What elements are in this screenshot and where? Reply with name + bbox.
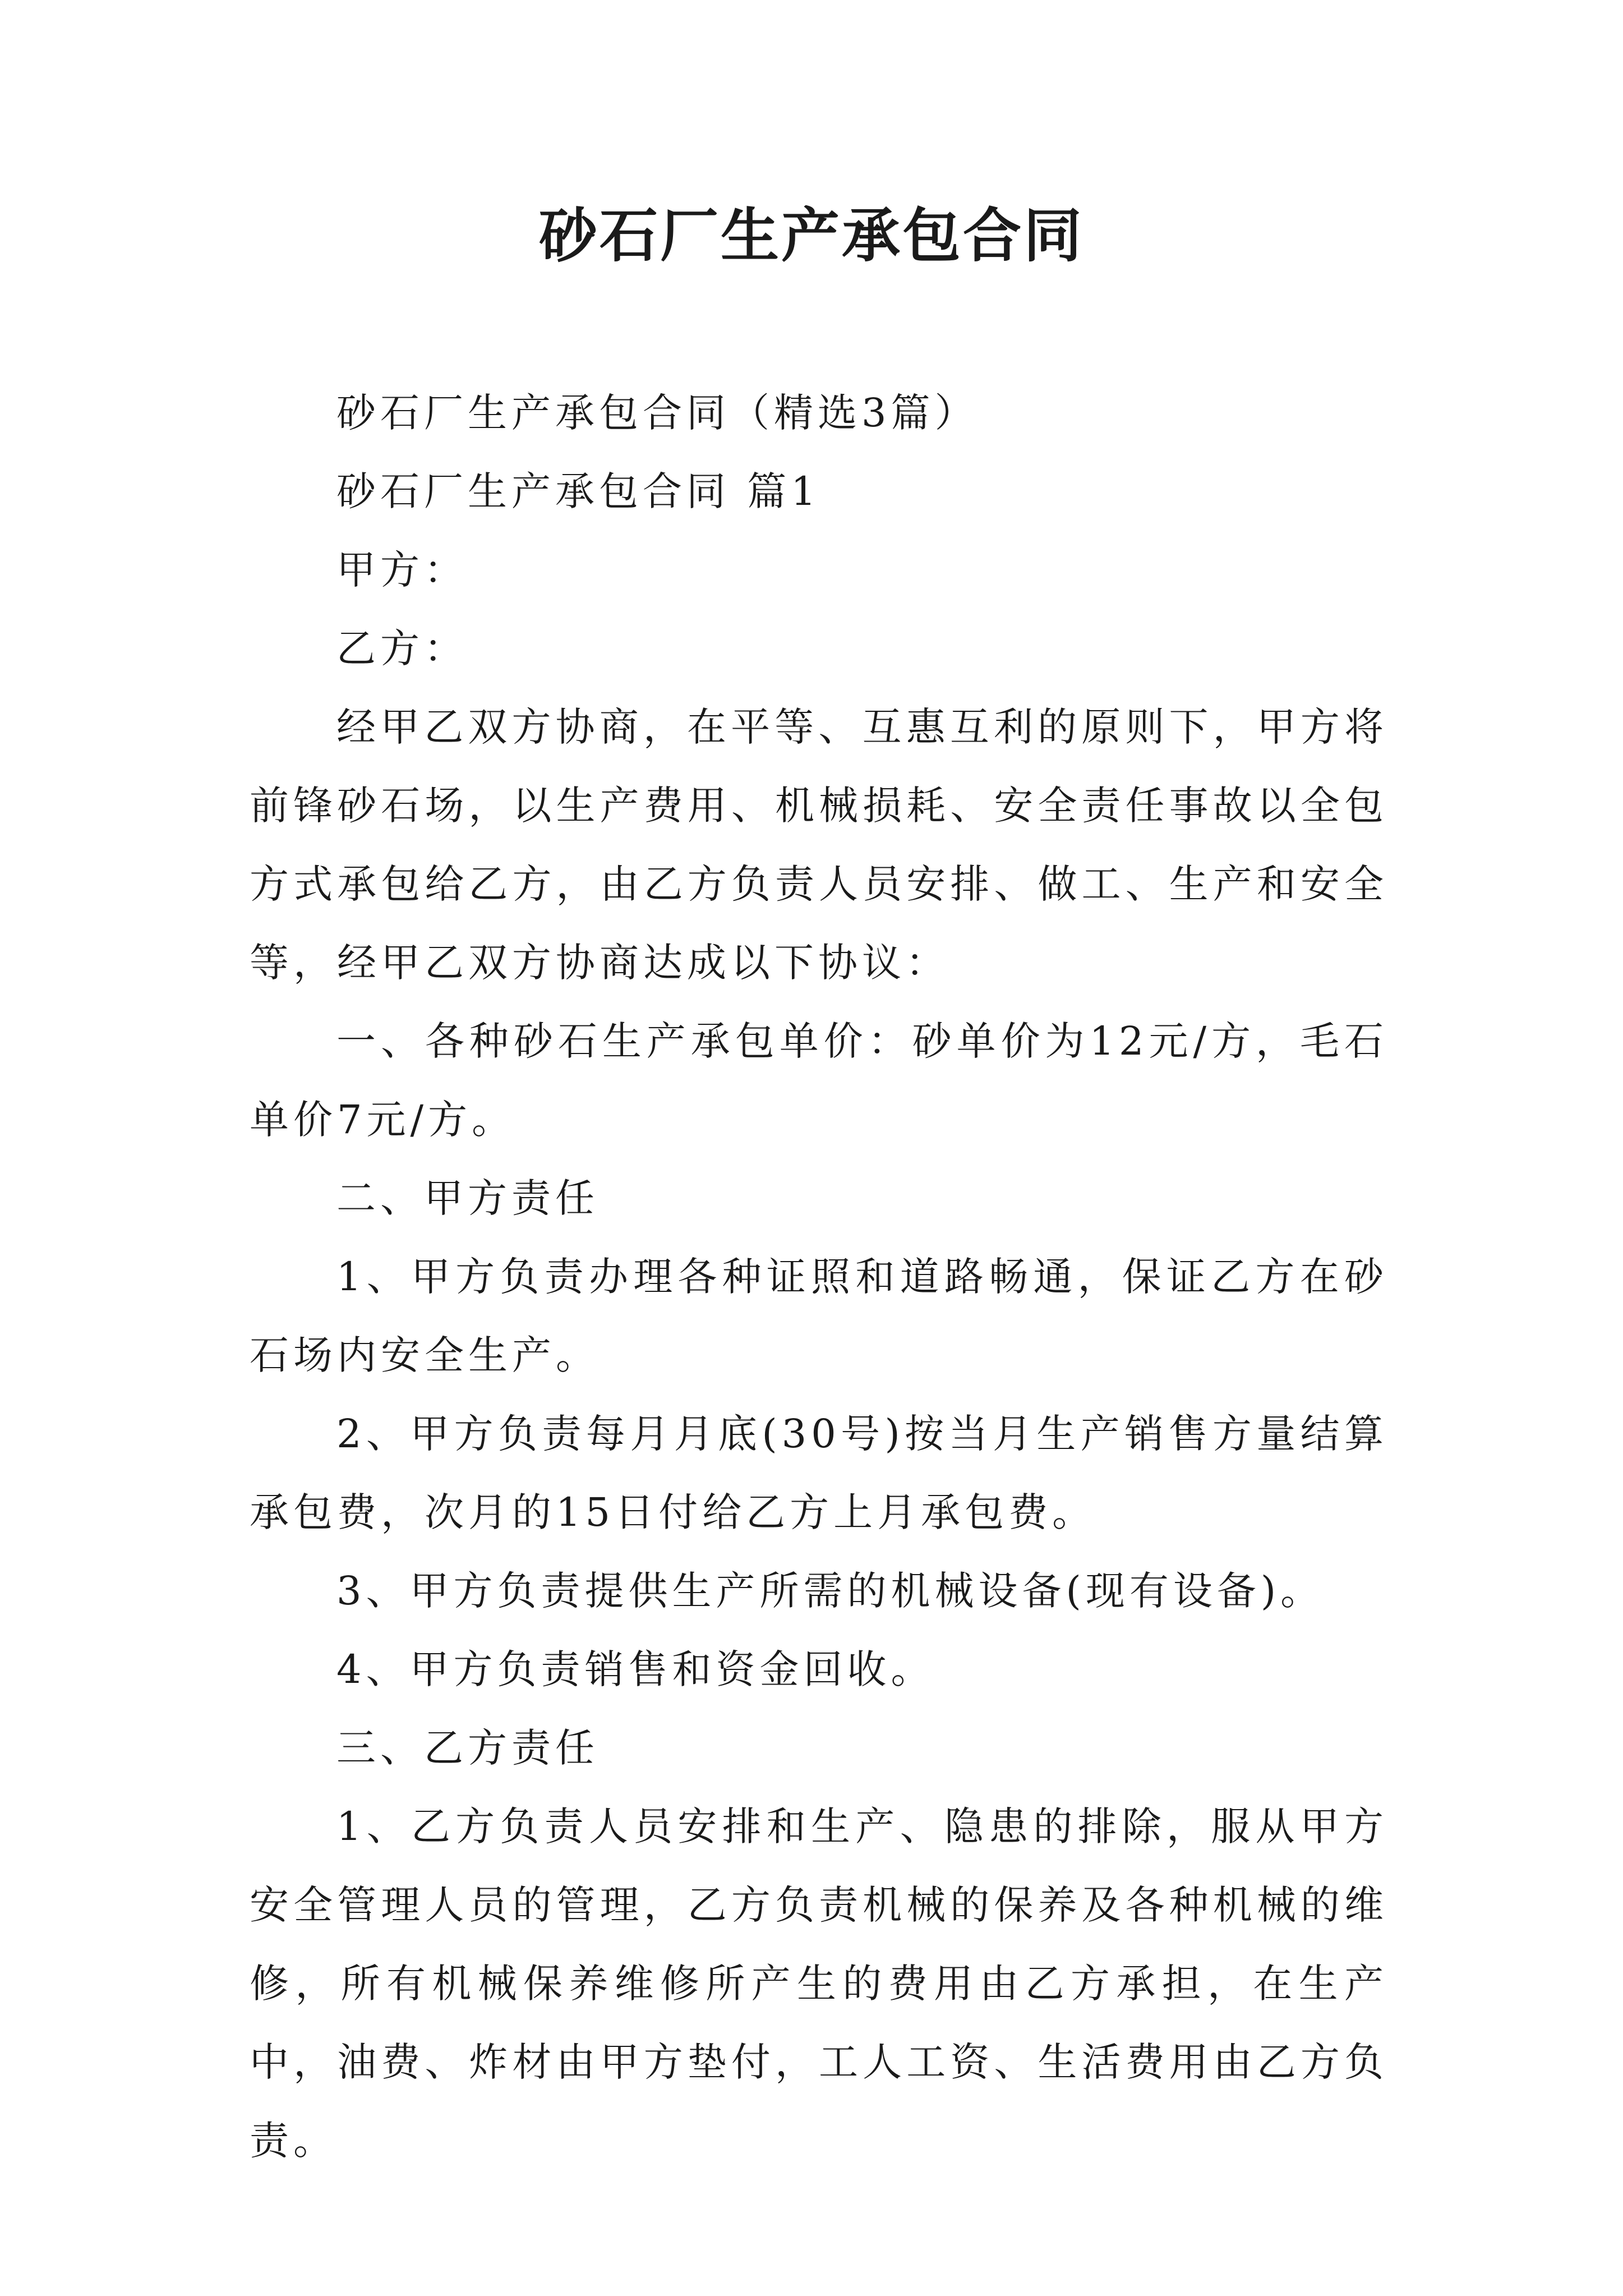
paragraph-party-a: 甲方： <box>336 547 468 593</box>
paragraph-clause-3-item-1: 1、乙方负责人员安排和生产、隐患的排除，服从甲方安全管理人员的管理，乙方负责机械的保养及各种机械的维修，所有机械保养维修所产生的费用由乙方承担，在生产中，油费、炸材由甲方垫付，工人工资、生活费用由乙方负责。 <box>250 1803 1388 2164</box>
paragraph-party-b: 乙方： <box>336 625 468 671</box>
paragraph-clause-1: 一、各种砂石生产承包单价：砂单价为12元/方，毛石单价7元/方。 <box>250 1018 1388 1143</box>
document-title: 砂石厂生产承包合同 <box>538 201 1084 270</box>
paragraph-subtitle: 砂石厂生产承包合同（精选3篇） <box>336 390 979 436</box>
paragraph-section-heading: 砂石厂生产承包合同 篇1 <box>336 468 820 514</box>
paragraph-clause-3-heading: 三、乙方责任 <box>336 1725 599 1771</box>
document-body <box>250 374 1388 2180</box>
paragraph-clause-2-heading: 二、甲方责任 <box>336 1175 599 1221</box>
paragraph-clause-2-item-4: 4、甲方负责销售和资金回收。 <box>336 1646 935 1692</box>
paragraph-clause-2-item-3: 3、甲方负责提供生产所需的机械设备(现有设备)。 <box>336 1568 1325 1614</box>
paragraph-clause-2-item-1: 1、甲方负责办理各种证照和道路畅通，保证乙方在砂石场内安全生产。 <box>250 1254 1388 1378</box>
paragraph-clause-2-item-2: 2、甲方负责每月月底(30号)按当月生产销售方量结算承包费，次月的15日付给乙方上月承包费。 <box>250 1411 1388 1535</box>
paragraph-preamble: 经甲乙双方协商，在平等、互惠互利的原则下，甲方将前锋砂石场，以生产费用、机械损耗、安全责任事故以全包方式承包给乙方，由乙方负责人员安排、做工、生产和安全等，经甲乙双方协商达成以下协议： <box>250 704 1388 986</box>
